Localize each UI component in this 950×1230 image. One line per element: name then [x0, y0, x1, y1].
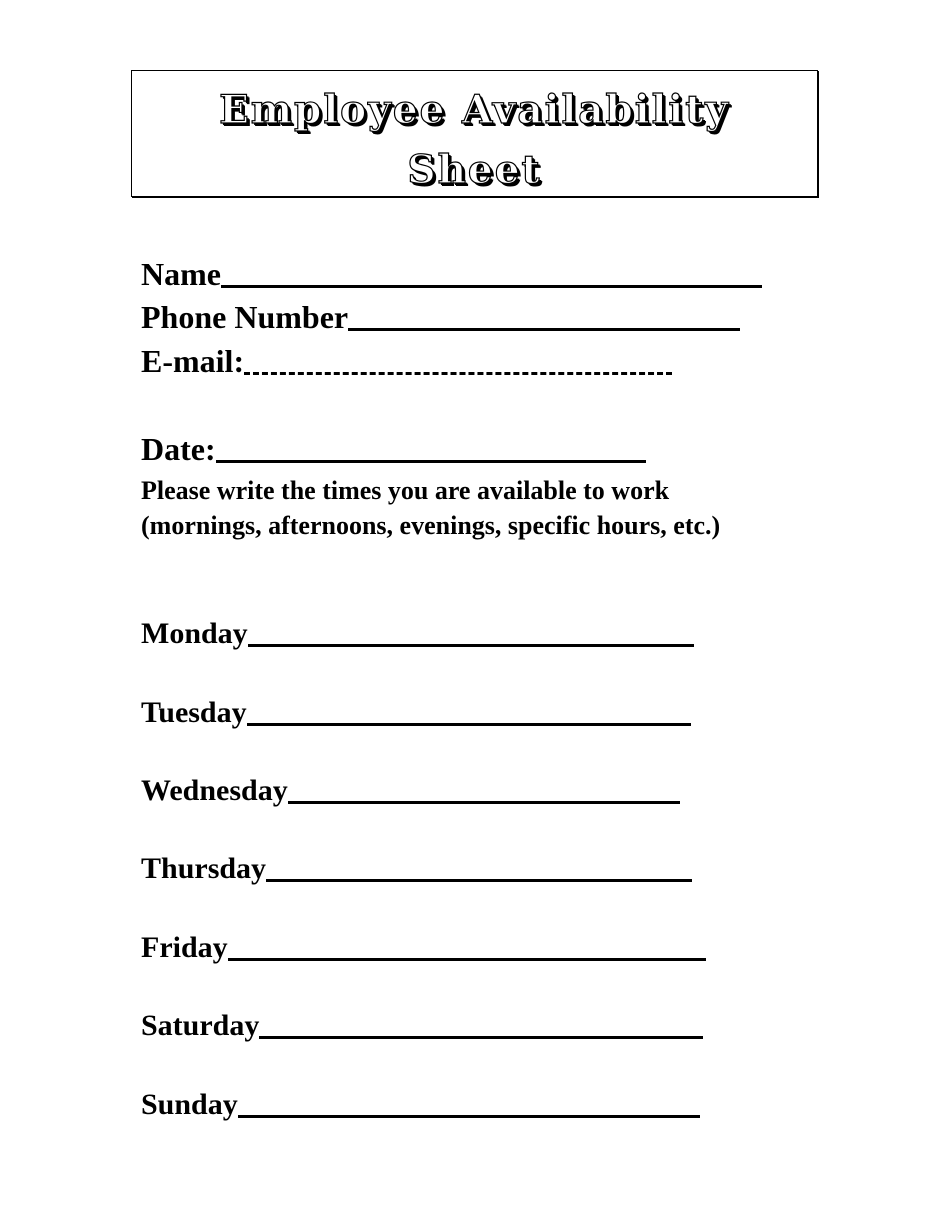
- tuesday-label: Tuesday: [141, 696, 247, 729]
- phone-input-line[interactable]: [348, 328, 740, 331]
- saturday-label: Saturday: [141, 1009, 260, 1042]
- thursday-input-line[interactable]: [266, 879, 692, 882]
- saturday-input-line[interactable]: [259, 1036, 703, 1039]
- sunday-label: Sunday: [141, 1088, 238, 1121]
- day-row-saturday[interactable]: [141, 1011, 703, 1041]
- day-row-tuesday[interactable]: [141, 698, 691, 728]
- thursday-label: Thursday: [141, 852, 267, 885]
- date-input-line[interactable]: [216, 460, 646, 463]
- name-label: Name: [141, 256, 221, 292]
- instructions-text: Please write the times you are available to work (mornings, afternoons, evenings, specific hours, etc.): [141, 476, 721, 540]
- email-label: E-mail:: [141, 343, 245, 379]
- page-title-line-2: Sheet: [407, 147, 542, 193]
- wednesday-input-line[interactable]: [288, 801, 680, 804]
- name-field[interactable]: [141, 258, 762, 290]
- date-label: Date:: [141, 431, 216, 467]
- email-field[interactable]: [141, 345, 672, 377]
- monday-input-line[interactable]: [248, 644, 694, 647]
- friday-input-line[interactable]: [228, 958, 706, 961]
- friday-label: Friday: [141, 931, 228, 964]
- day-row-sunday[interactable]: [141, 1090, 700, 1120]
- day-row-monday[interactable]: [141, 619, 694, 649]
- email-input-line[interactable]: [244, 372, 672, 375]
- date-field[interactable]: [141, 433, 646, 465]
- sunday-input-line[interactable]: [238, 1115, 700, 1118]
- name-input-line[interactable]: [221, 285, 762, 288]
- wednesday-label: Wednesday: [141, 774, 288, 807]
- page-title-line-1: Employee Availability: [219, 87, 730, 133]
- tuesday-input-line[interactable]: [247, 723, 691, 726]
- phone-label: Phone Number: [141, 299, 349, 335]
- day-row-friday[interactable]: [141, 933, 706, 963]
- phone-field[interactable]: [141, 301, 740, 333]
- day-row-thursday[interactable]: [141, 854, 692, 884]
- title-box: [131, 70, 818, 197]
- day-row-wednesday[interactable]: [141, 776, 680, 806]
- monday-label: Monday: [141, 617, 248, 650]
